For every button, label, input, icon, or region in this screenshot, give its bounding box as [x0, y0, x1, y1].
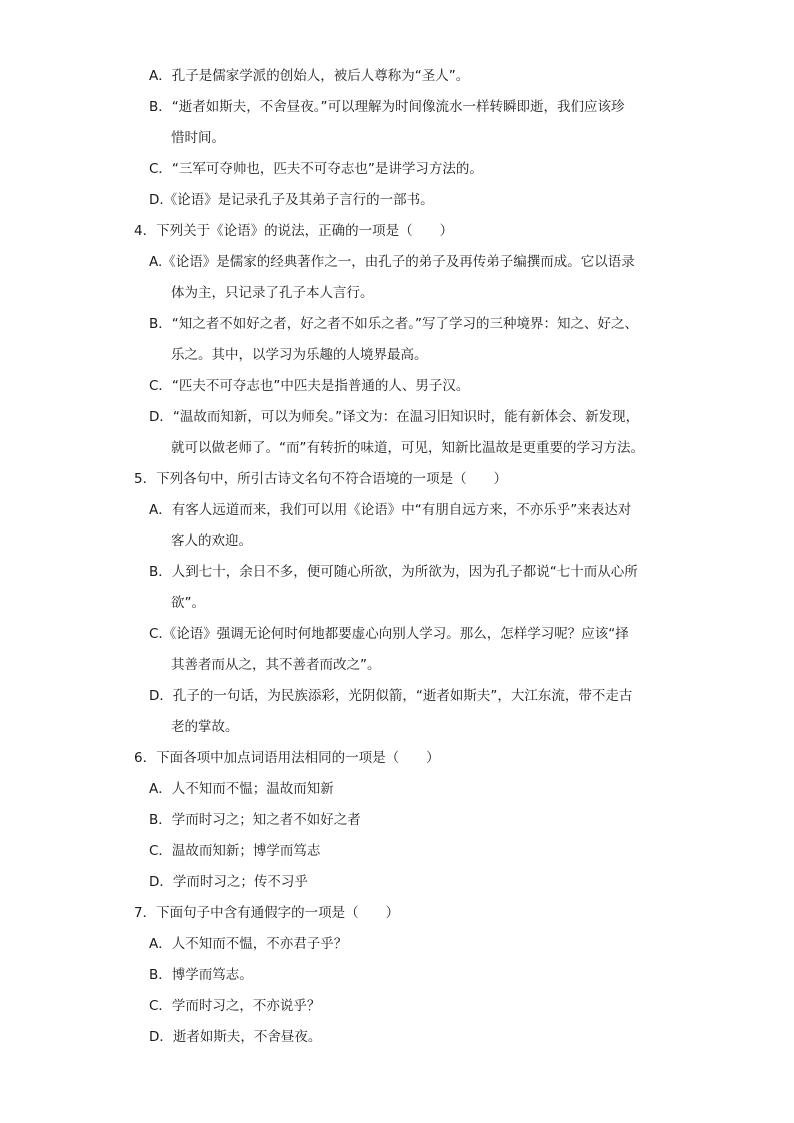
q5-option-a: A．有客人远道而来，我们可以用《论语》中“有朋自远方来，不亦乐乎”来表达对: [149, 502, 632, 518]
q5-option-d: D．孔子的一句话，为民族添彩，光阴似箭，“逝者如斯夫”，大江东流，带不走古: [149, 688, 633, 704]
q4-option-a-cont: 体为主，只记录了孔子本人言行。: [171, 285, 374, 301]
q6-option-d: D．学而时习之；传不习乎: [149, 874, 308, 890]
q7-option-d: D．逝者如斯夫，不舍昼夜。: [149, 1029, 322, 1045]
q5-option-d-cont: 老的掌故。: [171, 719, 239, 735]
q5-option-b-cont: 欲”。: [171, 595, 205, 611]
q7-option-a: A．人不知而不愠，不亦君子乎？: [149, 936, 348, 952]
q6-option-a: A．人不知而不愠；温故而知新: [149, 781, 334, 797]
q5-stem: 5．下列各句中，所引古诗文名句不符合语境的一项是（ ）: [134, 471, 508, 487]
q7-stem: 7．下面句子中含有通假字的一项是（ ）: [134, 905, 400, 921]
question-list: [134, 61, 674, 1053]
q5-option-c: C.《论语》强调无论何时何地都要虚心向别人学习。那么，怎样学习呢？应该“择: [149, 626, 629, 642]
q4-option-b-cont: 乐之。其中，以学习为乐趣的人境界最高。: [171, 347, 428, 363]
q4-stem: 4．下列关于《论语》的说法，正确的一项是（ ）: [134, 223, 454, 239]
q3-option-b-cont: 惜时间。: [171, 130, 225, 146]
q4-option-c: C．“匹夫不可夺志也”中匹夫是指普通的人、男子汉。: [149, 378, 470, 394]
q6-stem: 6．下面各项中加点词语用法相同的一项是（ ）: [134, 750, 440, 766]
q3-option-d: D.《论语》是记录孔子及其弟子言行的一部书。: [149, 192, 434, 208]
q5-option-b: B．人到七十，余日不多，便可随心所欲，为所欲为，因为孔子都说“七十而从心所: [149, 564, 638, 580]
q3-option-c: C．“三军可夺帅也，匹夫不可夺志也”是讲学习方法的。: [149, 161, 483, 177]
q4-option-d-cont: 就可以做老师了。“而”有转折的味道，可见，知新比温故是更重要的学习方法。: [171, 440, 644, 456]
q7-option-c: C．学而时习之，不亦说乎？: [149, 998, 321, 1014]
q4-option-d: D．“温故而知新，可以为师矣。”译文为：在温习旧知识时，能有新体会、新发现，: [149, 409, 640, 425]
q7-option-b: B．博学而笃志。: [149, 967, 253, 983]
q6-option-b: B．学而时习之；知之者不如好之者: [149, 812, 361, 828]
q4-option-a: A.《论语》是儒家的经典著作之一，由孔子的弟子及再传弟子编撰而成。它以语录: [149, 254, 635, 270]
q3-option-a: A．孔子是儒家学派的创始人，被后人尊称为“圣人”。: [149, 68, 470, 84]
q5-option-c-cont: 其善者而从之，其不善者而改之”。: [171, 657, 381, 673]
q5-option-a-cont: 客人的欢迎。: [171, 533, 252, 549]
q4-option-b: B．“知之者不如好之者，好之者不如乐之者。”写了学习的三种境界：知之、好之、: [149, 316, 638, 332]
q3-option-b: B．“逝者如斯夫，不舍昼夜。”可以理解为时间像流水一样转瞬即逝，我们应该珍: [149, 99, 625, 115]
q6-option-c: C．温故而知新；博学而笃志: [149, 843, 321, 859]
